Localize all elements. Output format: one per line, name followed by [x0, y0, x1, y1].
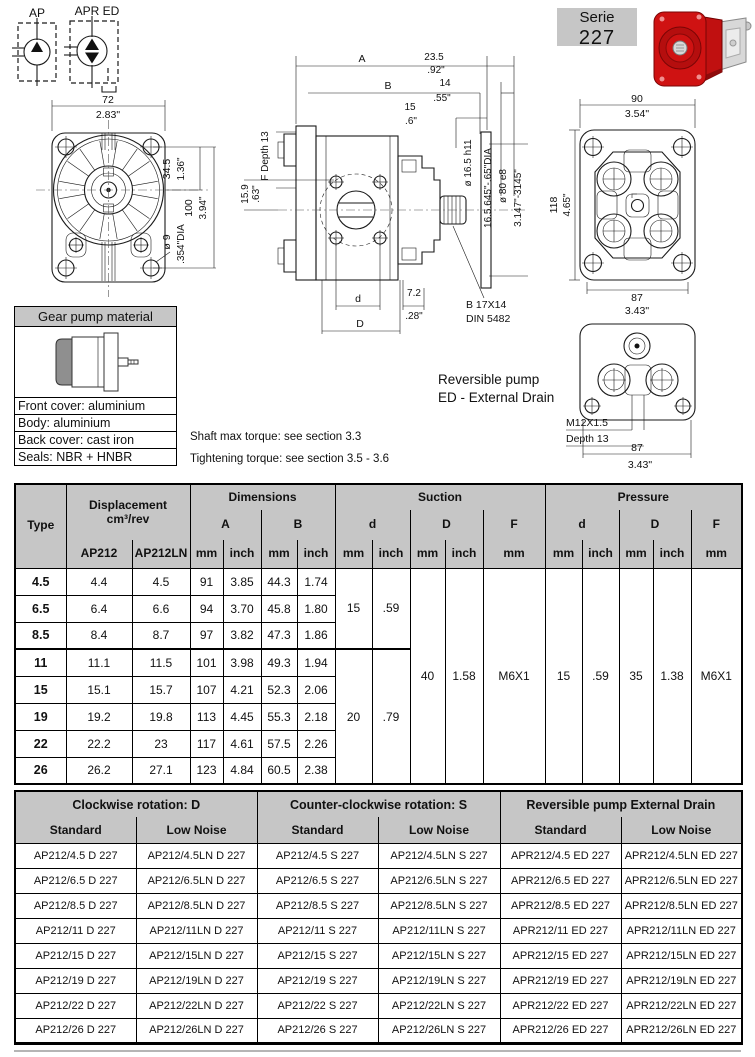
dim-offset-in: 1.36": [176, 157, 187, 181]
order-code-cell: AP212/11LN S 227: [378, 918, 500, 943]
table-cell: 27.1: [132, 757, 190, 784]
table-cell: 45.8: [261, 595, 297, 622]
order-code-cell: AP212/19LN S 227: [378, 968, 500, 993]
order-code-cell: AP212/19 D 227: [15, 968, 136, 993]
order-code-cell: AP212/26LN D 227: [136, 1018, 257, 1043]
group-header-dimensions: Dimensions: [190, 484, 335, 510]
col-header-standard: Standard: [257, 817, 378, 843]
order-code-cell: AP212/19LN D 227: [136, 968, 257, 993]
table-cell: 22.2: [66, 730, 132, 757]
spec-table-body: [15, 568, 742, 784]
order-row: [15, 943, 742, 968]
table-cell: 101: [190, 649, 223, 676]
order-code-cell: AP212/4.5LN S 227: [378, 843, 500, 868]
type-cell: 15: [15, 676, 66, 703]
table-cell: 1.94: [297, 649, 335, 676]
order-code-cell: AP212/6.5 D 227: [15, 868, 136, 893]
group-header-suction: Suction: [335, 484, 545, 510]
table-cell: 3.82: [223, 622, 261, 649]
hydraulic-symbol-apred: [60, 4, 136, 96]
table-cell: 3.98: [223, 649, 261, 676]
spec-row: [15, 568, 742, 595]
order-code-table: [14, 790, 743, 1045]
order-code-cell: AP212/6.5LN D 227: [136, 868, 257, 893]
col-header-a: A: [190, 510, 261, 540]
col-header-low-noise: Low Noise: [136, 817, 257, 843]
table-cell: 19.2: [66, 703, 132, 730]
dim-back-width-mm: 90: [631, 93, 643, 105]
unit-header: mm: [545, 540, 582, 568]
series-label: Serie: [579, 9, 615, 26]
unit-header: inch: [445, 540, 483, 568]
order-row: [15, 868, 742, 893]
col-header-standard: Standard: [15, 817, 136, 843]
col-header-pressure-D: D: [619, 510, 691, 540]
group-header-reversible: Reversible pump External Drain: [500, 791, 742, 817]
table-cell: 55.3: [261, 703, 297, 730]
type-cell: 11: [15, 649, 66, 676]
back-bosses: [597, 162, 678, 248]
material-front-cover: Front cover: aluminium: [15, 397, 176, 414]
order-row: [15, 993, 742, 1018]
order-code-cell: AP212/26 D 227: [15, 1018, 136, 1043]
dim-offset-mm: 34.5: [161, 158, 173, 180]
col-header-suction-f: F: [483, 510, 545, 540]
table-cell: 15: [545, 568, 582, 784]
table-cell: 123: [190, 757, 223, 784]
table-cell: M6X1: [483, 568, 545, 784]
dim-D-label: D: [356, 318, 364, 330]
front-view-drawing: [18, 92, 218, 304]
dim-back-height-in: 4.65": [562, 193, 573, 217]
order-code-cell: AP212/15LN S 227: [378, 943, 500, 968]
type-cell: 4.5: [15, 568, 66, 595]
series-badge: [557, 8, 637, 49]
order-row: [15, 1018, 742, 1043]
table-cell: 2.18: [297, 703, 335, 730]
dim-pilot-dia: ø 80 e8: [498, 169, 509, 203]
dim-72-in: .28": [405, 311, 423, 322]
dim-15-in: .6": [405, 116, 417, 127]
drain-depth-label: Depth 13: [566, 433, 609, 445]
unit-header: mm: [410, 540, 445, 568]
dim-hole-dia-in: .354"DIA: [176, 224, 187, 264]
dim-159: 15.9: [240, 184, 251, 204]
bottom-rule: [14, 1050, 741, 1052]
table-cell: 15.7: [132, 676, 190, 703]
col-header-pressure-d: d: [545, 510, 619, 540]
col-header-standard: Standard: [500, 817, 621, 843]
order-code-cell: AP212/26 S 227: [257, 1018, 378, 1043]
type-cell: 8.5: [15, 622, 66, 649]
dim-back-bolt-in: 3.43": [624, 305, 650, 317]
order-table-body: [15, 843, 742, 1043]
order-code-cell: APR212/19 ED 227: [500, 968, 621, 993]
table-cell: 3.70: [223, 595, 261, 622]
displacement-label: Displacement: [88, 497, 168, 512]
drain-view-drawing: [552, 318, 752, 474]
table-cell: 4.5: [132, 568, 190, 595]
col-header-displacement: [66, 484, 190, 540]
dim-pilot-dia-in: 3.147"-3145": [513, 169, 524, 227]
dim-height-mm: 100: [183, 199, 195, 217]
table-cell: 6.4: [66, 595, 132, 622]
table-cell: 20: [335, 649, 372, 784]
table-cell: 91: [190, 568, 223, 595]
unit-header: inch: [372, 540, 410, 568]
order-code-cell: AP212/26LN S 227: [378, 1018, 500, 1043]
order-code-cell: AP212/22 S 227: [257, 993, 378, 1018]
group-header-pressure: Pressure: [545, 484, 742, 510]
table-cell: 35: [619, 568, 653, 784]
order-code-cell: AP212/11LN D 227: [136, 918, 257, 943]
order-code-cell: APR212/6.5 ED 227: [500, 868, 621, 893]
table-cell: 97: [190, 622, 223, 649]
material-seals: Seals: NBR + HNBR: [15, 448, 176, 465]
displacement-unit: cm³/rev: [106, 511, 150, 526]
table-cell: 2.38: [297, 757, 335, 784]
table-cell: 40: [410, 568, 445, 784]
table-cell: 8.4: [66, 622, 132, 649]
symbol-apred-label: APR ED: [74, 4, 120, 18]
material-box: [14, 306, 177, 466]
side-view-drawing: [238, 48, 538, 340]
reversible-note-line2: ED - External Drain: [438, 390, 555, 405]
group-header-counterclockwise: Counter-clockwise rotation: S: [257, 791, 500, 817]
table-cell: 26.2: [66, 757, 132, 784]
unit-header: mm: [190, 540, 223, 568]
table-cell: 2.26: [297, 730, 335, 757]
order-code-cell: APR212/11 ED 227: [500, 918, 621, 943]
order-code-cell: AP212/4.5 S 227: [257, 843, 378, 868]
table-cell: 6.6: [132, 595, 190, 622]
spline-spec-1: B 17X14: [466, 299, 507, 311]
table-cell: 1.58: [445, 568, 483, 784]
order-code-cell: APR212/8.5 ED 227: [500, 893, 621, 918]
material-back-cover: Back cover: cast iron: [15, 431, 176, 448]
order-code-cell: AP212/11 D 227: [15, 918, 136, 943]
back-corner-holes: [582, 136, 693, 274]
spec-table: [14, 483, 743, 785]
dim-back-bolt-mm: 87: [631, 292, 643, 304]
table-cell: 4.4: [66, 568, 132, 595]
table-cell: 57.5: [261, 730, 297, 757]
dim-159-in: .63": [251, 185, 262, 203]
table-cell: 107: [190, 676, 223, 703]
pump-product-image: [648, 4, 754, 94]
order-row: [15, 968, 742, 993]
reversible-note-line1: Reversible pump: [438, 372, 540, 387]
material-body: Body: aluminium: [15, 414, 176, 431]
unit-header: inch: [297, 540, 335, 568]
col-header-ap212: AP212: [66, 540, 132, 568]
order-code-cell: APR212/22LN ED 227: [621, 993, 742, 1018]
order-code-cell: APR212/19LN ED 227: [621, 968, 742, 993]
dim-drain-bolt-mm: 87: [631, 442, 643, 454]
order-code-cell: AP212/19 S 227: [257, 968, 378, 993]
order-row: [15, 918, 742, 943]
table-cell: 52.3: [261, 676, 297, 703]
table-cell: 117: [190, 730, 223, 757]
dim-shaft-dia-in: 16.5.645"-.65"DIA: [483, 148, 494, 228]
order-code-cell: AP212/15 S 227: [257, 943, 378, 968]
dim-height-in: 3.94": [198, 196, 209, 220]
table-cell: 3.85: [223, 568, 261, 595]
type-cell: 19: [15, 703, 66, 730]
table-cell: .59: [582, 568, 619, 784]
table-cell: 19.8: [132, 703, 190, 730]
order-code-cell: AP212/6.5 S 227: [257, 868, 378, 893]
drain-thread-label: M12X1.5: [566, 417, 609, 429]
order-code-cell: AP212/15LN D 227: [136, 943, 257, 968]
flow-triangle-up: [85, 39, 99, 51]
dim-width-in: 2.83": [95, 109, 121, 121]
table-cell: 1.74: [297, 568, 335, 595]
col-header-suction-d: d: [335, 510, 410, 540]
dim-back-height-mm: 118: [548, 196, 560, 214]
drain-port: [635, 344, 640, 349]
col-header-type: Type: [15, 484, 66, 568]
order-code-cell: AP212/15 D 227: [15, 943, 136, 968]
dim-235-in: .92": [427, 65, 445, 76]
unit-header: mm: [483, 540, 545, 568]
order-code-cell: AP212/22LN D 227: [136, 993, 257, 1018]
order-code-cell: APR212/26LN ED 227: [621, 1018, 742, 1043]
dim-shaft-dia: ø 16.5 h11: [463, 139, 474, 187]
dim-f-depth: F Depth 13: [260, 131, 271, 181]
flow-triangle: [31, 42, 43, 53]
type-cell: 6.5: [15, 595, 66, 622]
order-code-cell: AP212/6.5LN S 227: [378, 868, 500, 893]
col-header-low-noise: Low Noise: [621, 817, 742, 843]
reversible-pump-note: [438, 371, 554, 407]
table-cell: 15: [335, 568, 372, 649]
order-code-cell: AP212/8.5 D 227: [15, 893, 136, 918]
order-code-cell: APR212/8.5LN ED 227: [621, 893, 742, 918]
table-cell: 47.3: [261, 622, 297, 649]
back-view-drawing: [545, 90, 751, 318]
dim-b-label: B: [384, 80, 392, 92]
table-cell: M6X1: [691, 568, 742, 784]
table-cell: 4.45: [223, 703, 261, 730]
order-code-cell: APR212/26 ED 227: [500, 1018, 621, 1043]
order-code-cell: APR212/4.5 ED 227: [500, 843, 621, 868]
dim-72: 7.2: [407, 288, 421, 299]
order-code-cell: APR212/15LN ED 227: [621, 943, 742, 968]
tightening-torque-note: Tightening torque: see section 3.5 - 3.6: [190, 453, 390, 465]
table-cell: 11.5: [132, 649, 190, 676]
col-header-low-noise: Low Noise: [378, 817, 500, 843]
col-header-ap212ln: AP212LN: [132, 540, 190, 568]
order-code-cell: AP212/8.5LN S 227: [378, 893, 500, 918]
table-cell: 1.80: [297, 595, 335, 622]
dim-hole-dia: ø 9: [161, 234, 173, 250]
table-cell: 1.38: [653, 568, 691, 784]
dim-back-width-in: 3.54": [624, 108, 650, 120]
order-code-cell: AP212/8.5LN D 227: [136, 893, 257, 918]
order-code-cell: APR212/22 ED 227: [500, 993, 621, 1018]
order-code-cell: AP212/22 D 227: [15, 993, 136, 1018]
order-code-cell: AP212/4.5 D 227: [15, 843, 136, 868]
table-cell: 4.84: [223, 757, 261, 784]
table-cell: 4.61: [223, 730, 261, 757]
symbol-ap-label: AP: [28, 6, 46, 20]
dim-14-in: .55": [433, 93, 451, 104]
unit-header: inch: [582, 540, 619, 568]
table-cell: 23: [132, 730, 190, 757]
type-cell: 26: [15, 757, 66, 784]
order-code-cell: AP212/4.5LN D 227: [136, 843, 257, 868]
type-cell: 22: [15, 730, 66, 757]
table-cell: 4.21: [223, 676, 261, 703]
table-cell: 113: [190, 703, 223, 730]
group-header-clockwise: Clockwise rotation: D: [15, 791, 257, 817]
order-code-cell: AP212/8.5 S 227: [257, 893, 378, 918]
dim-a-label: A: [358, 53, 366, 65]
order-row: [15, 843, 742, 868]
flow-triangle-down: [85, 53, 99, 64]
order-code-cell: AP212/22LN S 227: [378, 993, 500, 1018]
unit-header: mm: [335, 540, 372, 568]
unit-header: inch: [223, 540, 261, 568]
order-code-cell: APR212/11LN ED 227: [621, 918, 742, 943]
material-box-image: [15, 327, 176, 397]
dim-width-mm: 72: [102, 94, 114, 106]
table-cell: 8.7: [132, 622, 190, 649]
table-cell: .79: [372, 649, 410, 784]
shaft-torque-note: Shaft max torque: see section 3.3: [190, 431, 362, 443]
order-code-cell: APR212/4.5LN ED 227: [621, 843, 742, 868]
unit-header: mm: [691, 540, 742, 568]
series-number: 227: [578, 26, 616, 49]
dim-d-label: d: [355, 293, 361, 305]
unit-header: inch: [653, 540, 691, 568]
table-cell: 11.1: [66, 649, 132, 676]
table-cell: 60.5: [261, 757, 297, 784]
order-row: [15, 893, 742, 918]
table-cell: 15.1: [66, 676, 132, 703]
spline-spec-2: DIN 5482: [466, 313, 511, 325]
dim-drain-bolt-in: 3.43": [627, 459, 653, 471]
unit-header: mm: [261, 540, 297, 568]
table-cell: 94: [190, 595, 223, 622]
dim-15: 15: [404, 102, 416, 113]
col-header-b: B: [261, 510, 335, 540]
table-cell: 44.3: [261, 568, 297, 595]
col-header-suction-D: D: [410, 510, 483, 540]
order-code-cell: APR212/15 ED 227: [500, 943, 621, 968]
table-cell: 2.06: [297, 676, 335, 703]
material-box-title: Gear pump material: [15, 307, 176, 327]
col-header-pressure-f: F: [691, 510, 742, 540]
dim-235: 23.5: [424, 52, 444, 63]
pump-profile-icon: [46, 331, 146, 393]
table-cell: 1.86: [297, 622, 335, 649]
table-cell: .59: [372, 568, 410, 649]
table-cell: 49.3: [261, 649, 297, 676]
unit-header: mm: [619, 540, 653, 568]
order-code-cell: AP212/11 S 227: [257, 918, 378, 943]
hydraulic-symbol-ap: [10, 6, 64, 90]
dim-14: 14: [439, 78, 451, 89]
order-code-cell: APR212/6.5LN ED 227: [621, 868, 742, 893]
